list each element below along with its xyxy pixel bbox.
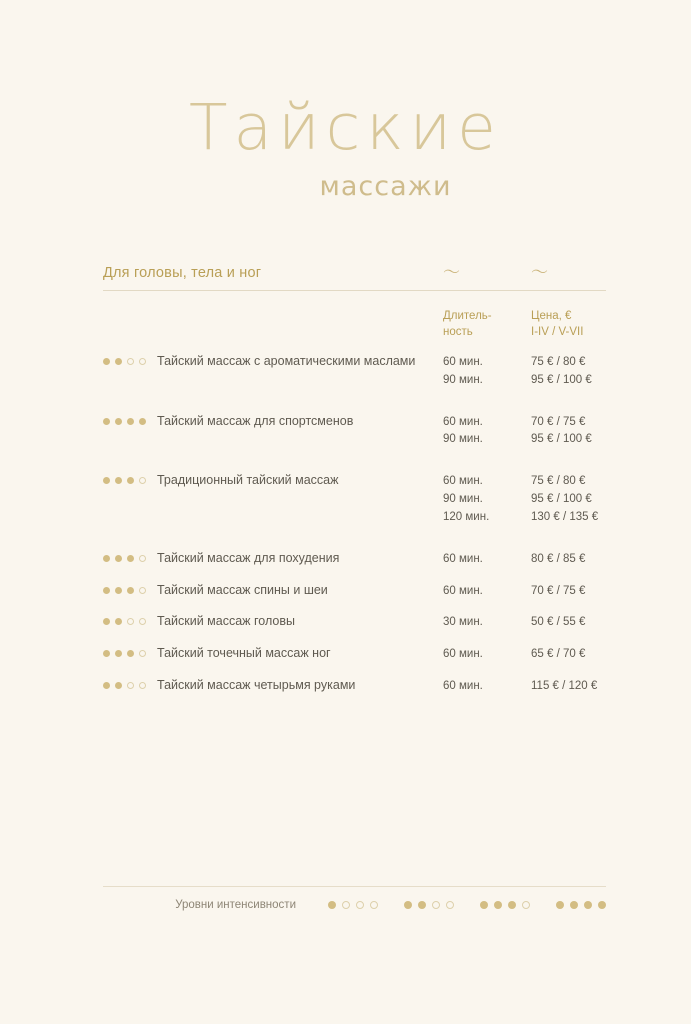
table-column-headers (103, 309, 606, 340)
intensity-dots (103, 471, 157, 484)
table-row (103, 644, 606, 664)
duration-value: 30 мин. (443, 616, 483, 629)
service-durations (443, 549, 531, 569)
column-header-spacer (103, 309, 443, 340)
intensity-dot-empty-icon (432, 901, 440, 909)
service-durations (443, 352, 531, 390)
intensity-dot-filled-icon (480, 901, 488, 909)
intensity-dot-filled-icon (598, 901, 606, 909)
service-name: Тайский точечный массаж ног (157, 646, 331, 661)
duration-value: 60 мин. (443, 552, 483, 565)
service-prices (531, 471, 606, 526)
intensity-dot-empty-icon (139, 682, 146, 689)
service-name: Тайский массаж четырьмя руками (157, 677, 356, 692)
section-title: Для головы, тела и ног (103, 265, 262, 281)
intensity-dot-filled-icon (115, 358, 122, 365)
duration-value: 90 мин. (443, 373, 483, 386)
intensity-dot-filled-icon (115, 418, 122, 425)
service-durations (443, 644, 531, 664)
intensity-dot-empty-icon (139, 650, 146, 657)
intensity-legend-group-3 (480, 901, 530, 909)
intensity-dot-filled-icon (103, 682, 110, 689)
service-prices (531, 352, 606, 390)
intensity-legend-group-1 (328, 901, 378, 909)
title-block (0, 0, 691, 202)
intensity-dots (103, 549, 157, 562)
intensity-dot-filled-icon (115, 682, 122, 689)
page-subtitle: массажи (319, 171, 452, 202)
duration-value: 60 мин. (443, 356, 483, 369)
service-durations (443, 412, 531, 450)
table-row (103, 676, 606, 696)
price-value: 95 € / 100 € (531, 493, 592, 506)
wave-icon-duration: 〜 (443, 263, 460, 282)
column-header-price-line1: Цена, € (531, 310, 572, 322)
intensity-dot-filled-icon (115, 477, 122, 484)
intensity-dot-filled-icon (103, 618, 110, 625)
service-prices (531, 412, 606, 450)
intensity-dot-filled-icon (494, 901, 502, 909)
table-row (103, 471, 606, 526)
intensity-legend (103, 886, 606, 911)
intensity-legend-group-4 (556, 901, 606, 909)
intensity-dots (103, 644, 157, 657)
duration-value: 60 мин. (443, 475, 483, 488)
intensity-dot-filled-icon (508, 901, 516, 909)
intensity-dot-empty-icon (139, 358, 146, 365)
price-value: 65 € / 70 € (531, 648, 586, 661)
column-header-price (531, 309, 606, 340)
service-name: Тайский массаж для спортсменов (157, 413, 354, 428)
intensity-dot-filled-icon (103, 650, 110, 657)
intensity-dot-filled-icon (139, 418, 146, 425)
intensity-dot-filled-icon (404, 901, 412, 909)
intensity-dot-filled-icon (127, 650, 134, 657)
table-section-header (103, 264, 606, 291)
intensity-dot-filled-icon (103, 555, 110, 562)
intensity-dot-empty-icon (370, 901, 378, 909)
duration-value: 60 мин. (443, 415, 483, 428)
intensity-dot-filled-icon (103, 358, 110, 365)
column-header-duration-line1: Длитель- (443, 310, 492, 322)
intensity-dots (103, 352, 157, 365)
intensity-dots (103, 412, 157, 425)
intensity-dot-filled-icon (115, 587, 122, 594)
column-header-duration-line2: ность (443, 325, 473, 338)
service-durations (443, 471, 531, 526)
intensity-dot-filled-icon (418, 901, 426, 909)
table-row (103, 581, 606, 601)
price-table (103, 264, 606, 708)
intensity-dot-empty-icon (127, 618, 134, 625)
price-value: 115 € / 120 € (531, 679, 598, 692)
table-rows (103, 352, 606, 696)
price-value: 95 € / 100 € (531, 373, 592, 386)
intensity-dot-filled-icon (127, 587, 134, 594)
price-value: 130 € / 135 € (531, 510, 599, 523)
intensity-dot-empty-icon (522, 901, 530, 909)
intensity-dot-filled-icon (570, 901, 578, 909)
service-durations (443, 581, 531, 601)
duration-value: 90 мин. (443, 433, 483, 446)
duration-value: 90 мин. (443, 493, 483, 506)
service-durations (443, 612, 531, 632)
intensity-dot-empty-icon (342, 901, 350, 909)
price-value: 75 € / 80 € (531, 356, 586, 369)
intensity-dot-empty-icon (139, 587, 146, 594)
price-value: 50 € / 55 € (531, 616, 586, 629)
intensity-dot-filled-icon (584, 901, 592, 909)
intensity-dot-filled-icon (127, 555, 134, 562)
page-title: Тайские (189, 91, 502, 164)
intensity-dot-filled-icon (556, 901, 564, 909)
price-value: 70 € / 75 € (531, 415, 586, 428)
intensity-dot-filled-icon (328, 901, 336, 909)
intensity-dot-filled-icon (103, 418, 110, 425)
column-header-duration (443, 309, 531, 340)
price-value: 70 € / 75 € (531, 584, 586, 597)
duration-value: 60 мин. (443, 648, 483, 661)
price-value: 75 € / 80 € (531, 475, 586, 488)
duration-value: 60 мин. (443, 679, 483, 692)
table-row (103, 412, 606, 450)
service-name: Тайский массаж с ароматическими маслами (157, 354, 416, 369)
table-row (103, 549, 606, 569)
table-row (103, 612, 606, 632)
service-prices (531, 644, 606, 664)
intensity-dot-filled-icon (127, 477, 134, 484)
intensity-dot-empty-icon (127, 682, 134, 689)
table-row (103, 352, 606, 390)
intensity-dots (103, 676, 157, 689)
intensity-dot-empty-icon (356, 901, 364, 909)
service-prices (531, 612, 606, 632)
service-name: Тайский массаж для похудения (157, 550, 340, 565)
intensity-legend-label: Уровни интенсивности (175, 899, 296, 911)
wave-icon-price: 〜 (531, 263, 548, 282)
service-name: Тайский массаж спины и шеи (157, 582, 328, 597)
service-durations (443, 676, 531, 696)
intensity-dot-filled-icon (115, 555, 122, 562)
service-name: Тайский массаж головы (157, 614, 295, 629)
intensity-dot-empty-icon (446, 901, 454, 909)
price-value: 95 € / 100 € (531, 433, 592, 446)
intensity-dot-empty-icon (139, 618, 146, 625)
service-prices (531, 676, 606, 696)
intensity-dot-filled-icon (103, 587, 110, 594)
duration-value: 60 мин. (443, 584, 483, 597)
intensity-dots (103, 612, 157, 625)
intensity-dots (103, 581, 157, 594)
intensity-dot-empty-icon (139, 555, 146, 562)
duration-value: 120 мин. (443, 510, 490, 523)
column-header-price-line2: I-IV / V-VII (531, 325, 584, 338)
service-prices (531, 549, 606, 569)
intensity-dot-empty-icon (139, 477, 146, 484)
intensity-dot-filled-icon (127, 418, 134, 425)
intensity-legend-group-2 (404, 901, 454, 909)
intensity-legend-groups (328, 901, 606, 909)
intensity-dot-filled-icon (115, 618, 122, 625)
service-name: Традиционный тайский массаж (157, 473, 339, 488)
intensity-dot-empty-icon (127, 358, 134, 365)
intensity-dot-filled-icon (103, 477, 110, 484)
service-prices (531, 581, 606, 601)
price-value: 80 € / 85 € (531, 552, 586, 565)
intensity-dot-filled-icon (115, 650, 122, 657)
